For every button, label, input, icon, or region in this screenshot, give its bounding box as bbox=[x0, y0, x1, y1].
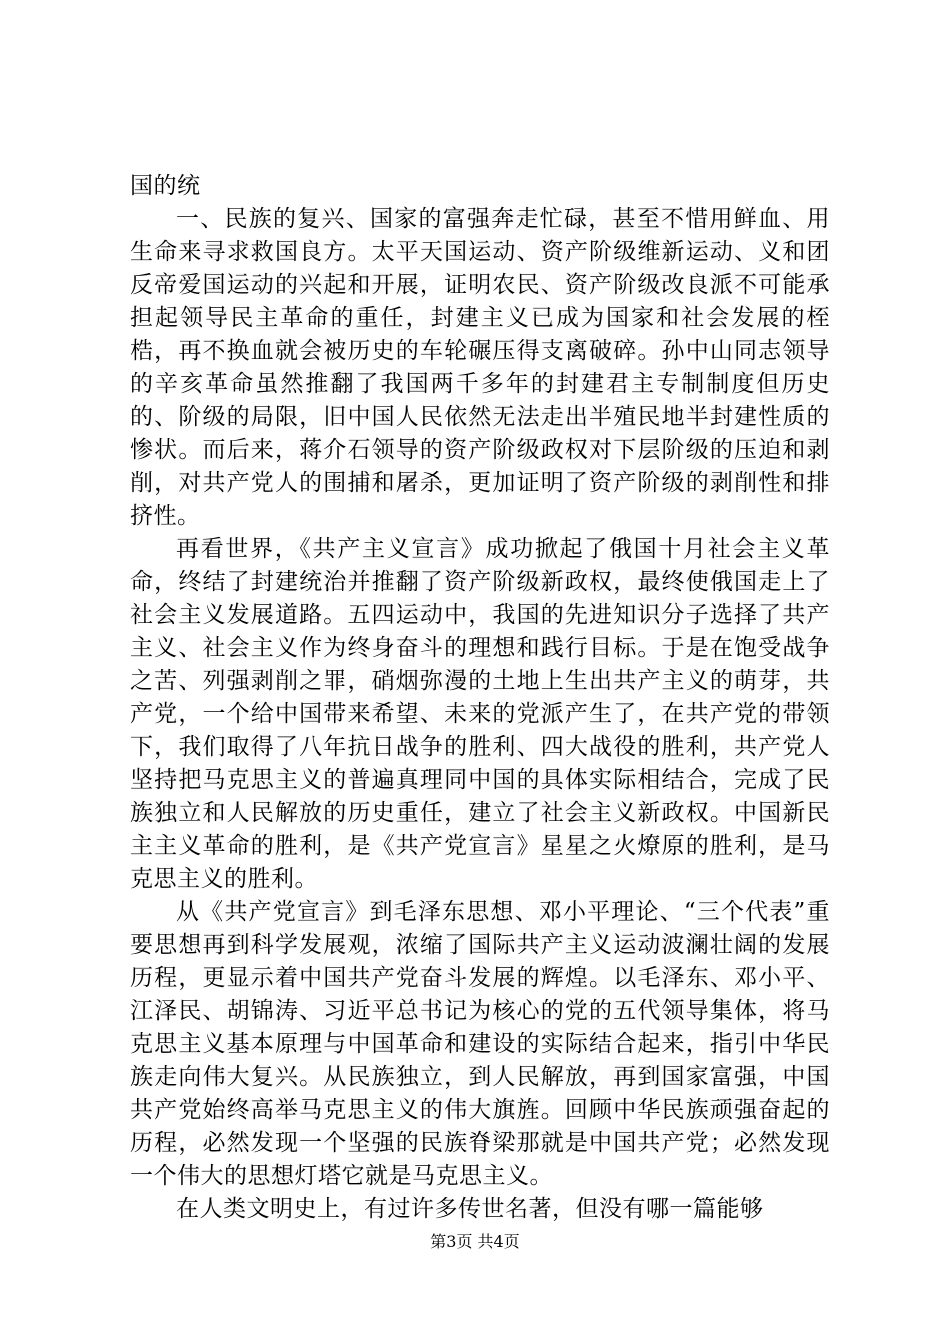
paragraph-1: 一、民族的复兴、国家的富强奔走忙碌，甚至不惜用鲜血、用生命来寻求救国良方。太平天国运动、资产阶级维新运动、义和团反帝爱国运动的兴起和开展，证明农民、资产阶级改良派不可能承担起领导民主革命的重任，封建主义已成为国家和社会发展的桎梏，再不换血就会被历史的车轮碾压得支离破碎。孙中山同志领导的辛亥革命虽然推翻了我国两千多年的封建君主专制制度但历史的、阶级的局限，旧中国人民依然无法走出半殖民地半封建性质的惨状。而后来，蒋介石领导的资产阶级政权对下层阶级的压迫和剥削，对共产党人的围捕和屠杀，更加证明了资产阶级的剥削性和排挤性。 bbox=[130, 206, 830, 529]
paragraph-4: 在人类文明史上，有过许多传世名著，但没有哪一篇能够 bbox=[176, 1196, 764, 1222]
page-number-label: 第3页 共4页 bbox=[430, 1232, 520, 1251]
paragraph-2: 再看世界，《共产主义宣言》成功掀起了俄国十月社会主义革命，终结了封建统治并推翻了资产阶级新政权，最终使俄国走上了社会主义发展道路。五四运动中，我国的先进知识分子选择了共产主义、社会主义作为终身奋斗的理想和践行目标。于是在饱受战争之苦、列强剥削之罪，硝烟弥漫的土地上生出共产主义的萌芽，共产党，一个给中国带来希望、未来的党派产生了，在共产党的带领下，我们取得了八年抗日战争的胜利、四大战役的胜利，共产党人坚持把马克思主义的普遍真理同中国的具体实际相结合，完成了民族独立和人民解放的历史重任，建立了社会主义新政权。中国新民主主义革命的胜利，是《共产党宣言》星星之火燎原的胜利，是马克思主义的胜利。 bbox=[130, 536, 830, 892]
page-footer bbox=[0, 1232, 950, 1252]
paragraph-3: 从《共产党宣言》到毛泽东思想、邓小平理论、“三个代表”重要思想再到科学发展观，浓缩了国际共产主义运动波澜壮阔的发展历程，更显示着中国共产党奋斗发展的辉煌。以毛泽东、邓小平、江泽民、胡锦涛、习近平总书记为核心的党的五代领导集体，将马克思主义基本原理与中国革命和建设的实际结合起来，指引中华民族走向伟大复兴。从民族独立，到人民解放，再到国家富强，中国共产党始终高举马克思主义的伟大旗旌。回顾中华民族顽强奋起的历程，必然发现一个坚强的民族脊梁那就是中国共产党；必然发现一个伟大的思想灯塔它就是马克思主义。 bbox=[130, 899, 830, 1189]
paragraph-0: 国的统 bbox=[130, 173, 201, 199]
document-body bbox=[130, 170, 830, 1226]
